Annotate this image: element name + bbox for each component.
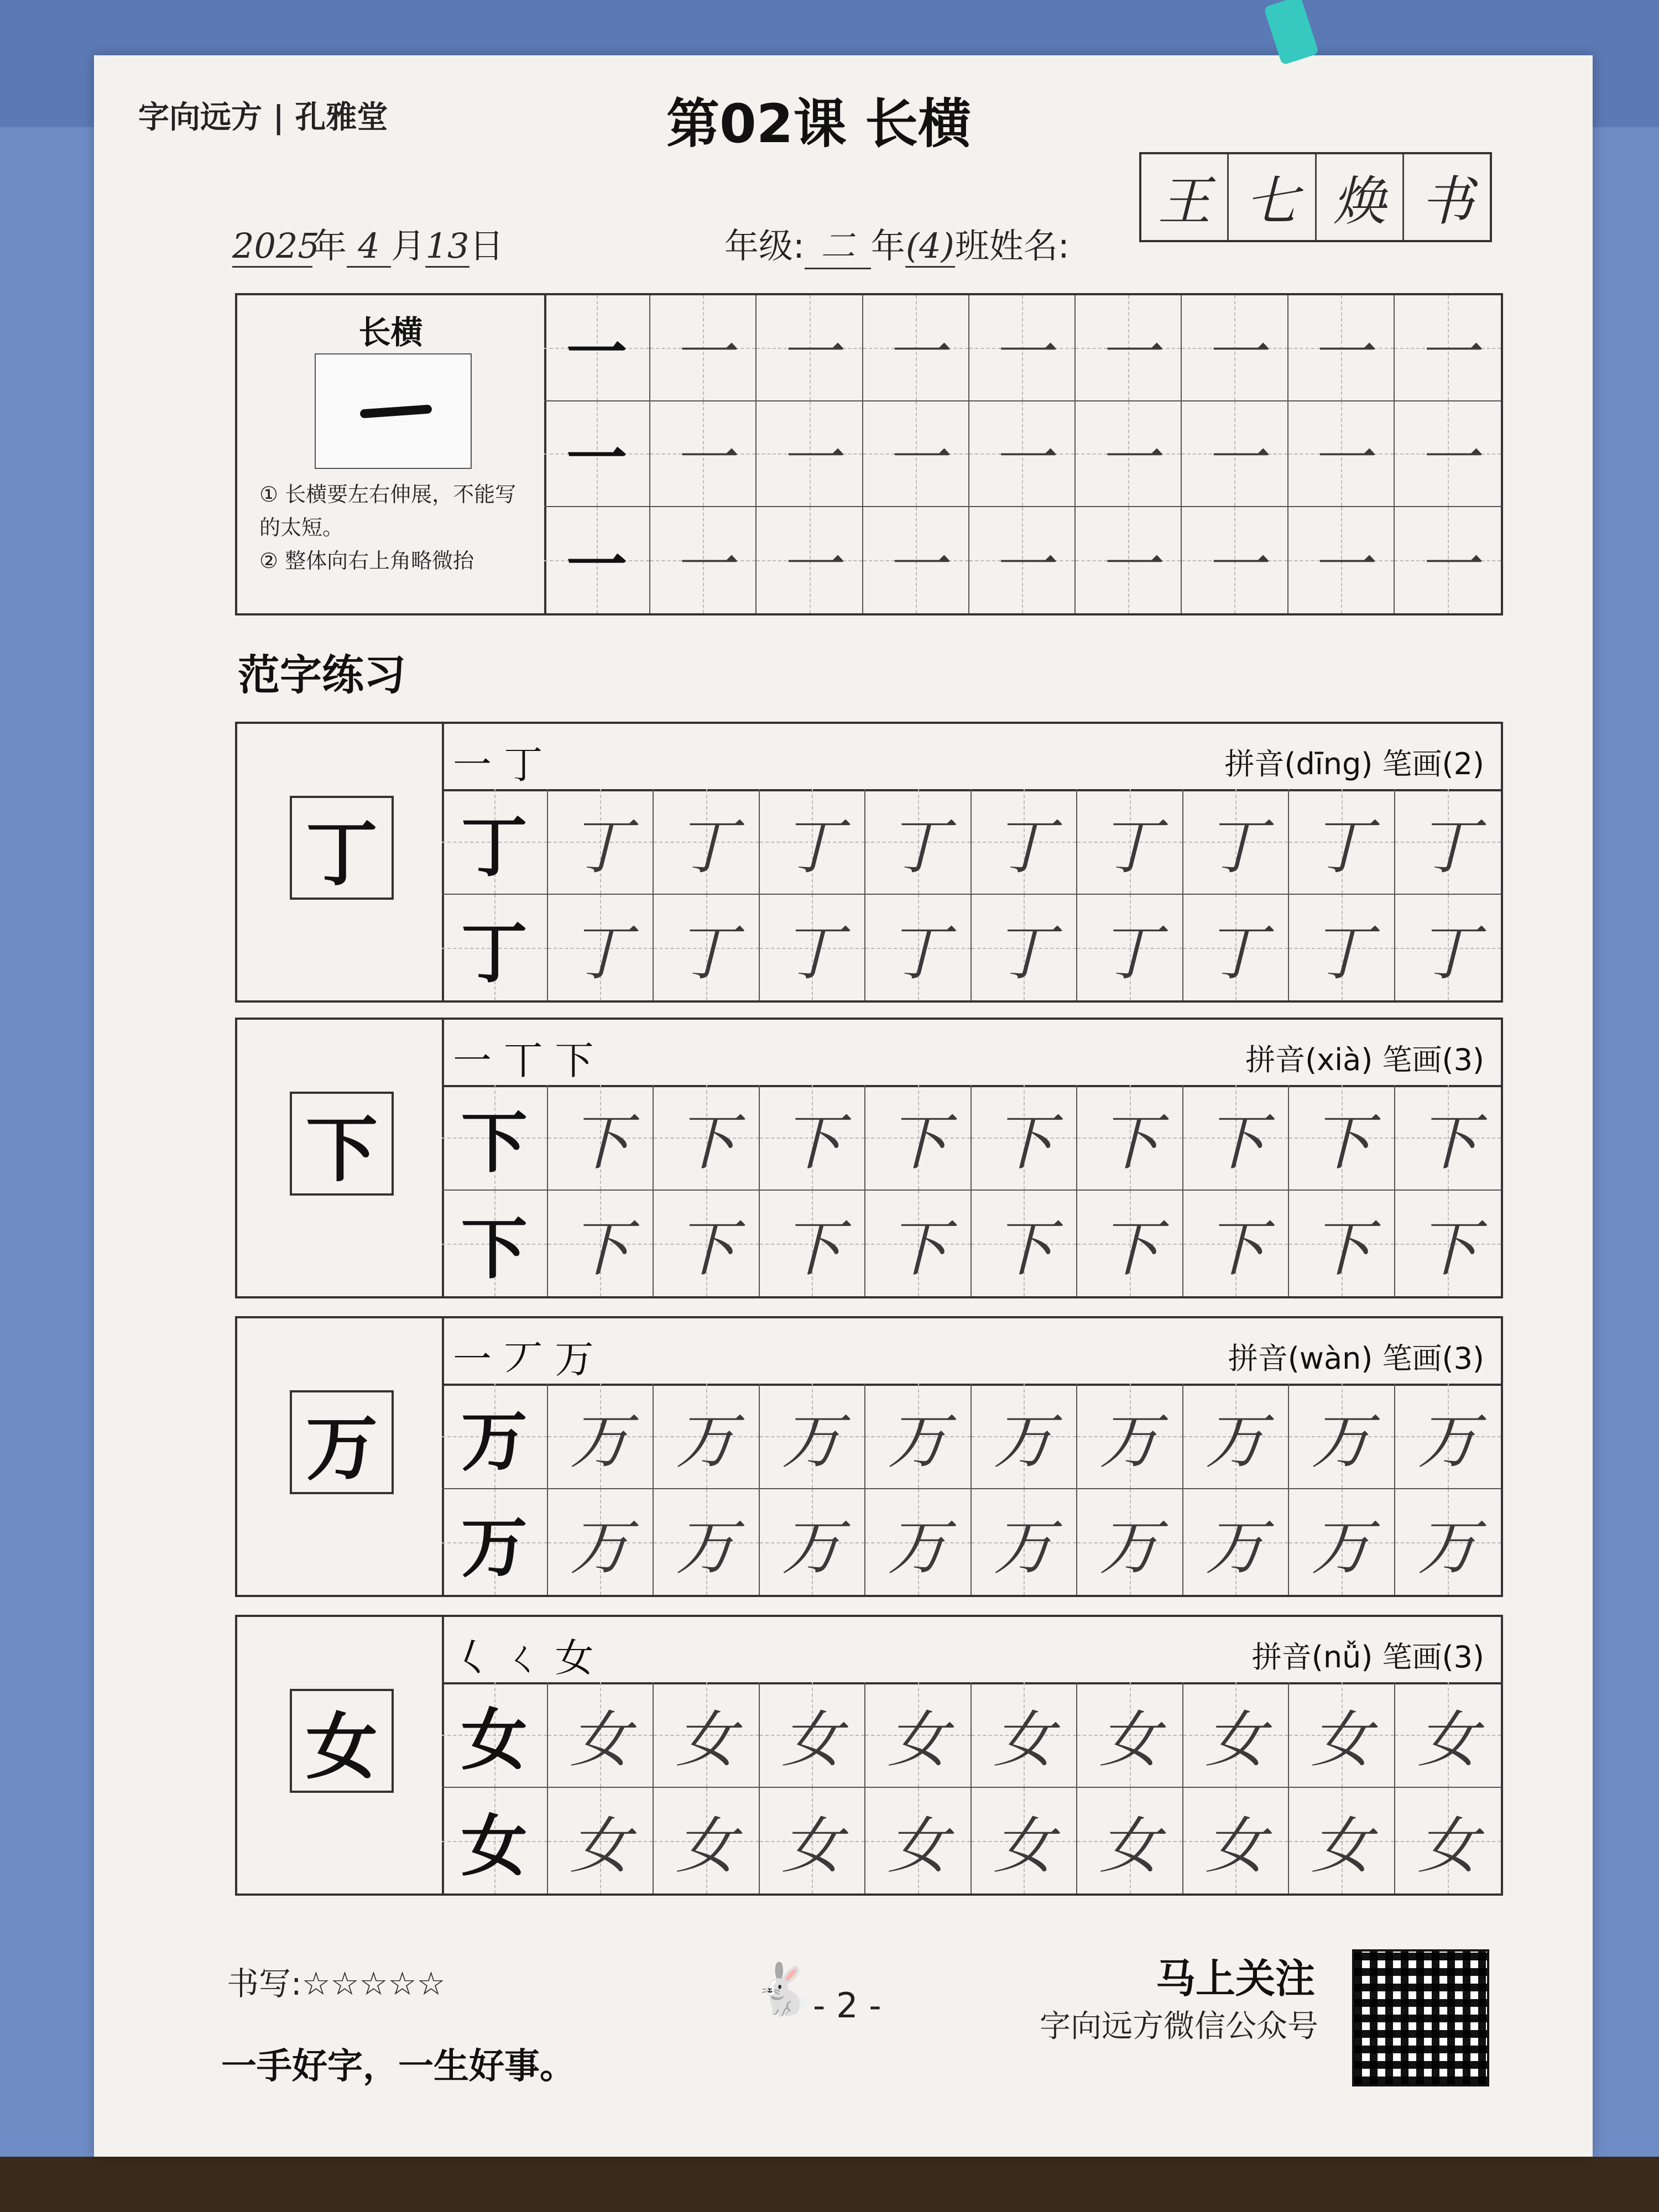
practice-cell: [1183, 1085, 1290, 1191]
stroke-practice-cell: [650, 507, 757, 613]
stroke-practice-cell: [1076, 295, 1182, 401]
handwritten-character: 下: [781, 1107, 843, 1178]
handwritten-character: 丁: [1205, 811, 1266, 882]
practice-cell: [1077, 895, 1183, 1000]
practice-cell: [865, 1085, 972, 1191]
stroke-practice-block: [235, 293, 1503, 615]
handwritten-character: 万: [1099, 1405, 1160, 1477]
grade-value: 二: [805, 218, 871, 269]
handwritten-character: 丁: [570, 917, 631, 988]
handwritten-character: 女: [1205, 1704, 1266, 1775]
model-character-small: 万: [461, 1508, 528, 1587]
handwritten-character: 万: [1205, 1405, 1266, 1477]
practice-cell: [1395, 1788, 1501, 1893]
name-char: 焕: [1317, 154, 1404, 240]
practice-cell: [760, 789, 866, 895]
stroke-handwritten: 一: [672, 530, 734, 601]
practice-cell: [442, 789, 548, 895]
stroke-order: 一 丆 万: [453, 1337, 594, 1382]
practice-cell: [548, 1384, 654, 1489]
handwritten-character: 丁: [1205, 917, 1266, 988]
handwritten-character: 万: [675, 1511, 737, 1583]
practice-cell: [442, 895, 548, 1000]
practice-cell: [548, 1489, 654, 1595]
stroke-handwritten: 一: [1098, 530, 1159, 601]
practice-cell: [1395, 789, 1501, 895]
writing-rating: [227, 1958, 446, 2004]
character-practice-grid: [442, 1682, 1501, 1893]
handwritten-character: 丁: [675, 917, 737, 988]
character-block: [235, 1018, 1503, 1298]
handwritten-character: 丁: [887, 917, 948, 988]
handwritten-character: 女: [1205, 1810, 1266, 1881]
stroke-handwritten: 一: [1204, 423, 1265, 494]
handwritten-character: 下: [1205, 1213, 1266, 1284]
stroke-handwritten: 一: [1417, 317, 1478, 388]
handwritten-character: 女: [570, 1810, 631, 1881]
stroke-handwritten: 一: [1098, 317, 1159, 388]
handwritten-character: 下: [1311, 1107, 1372, 1178]
stroke-practice-cell: [544, 295, 650, 401]
handwritten-character: 万: [1417, 1511, 1479, 1583]
practice-cell: [1395, 1682, 1501, 1788]
handwritten-character: 丁: [993, 811, 1055, 882]
stroke-model: 一: [566, 422, 628, 494]
model-character: 万: [290, 1390, 394, 1494]
handwritten-character: 万: [675, 1405, 737, 1477]
pinyin-stroke-count: 拼音(nǚ) 笔画(3): [1251, 1640, 1484, 1674]
practice-cell: [654, 789, 760, 895]
stroke-practice-cell: [1182, 401, 1288, 508]
section-title: 范字练习: [238, 650, 406, 700]
character-practice-grid: [442, 1085, 1501, 1296]
handwritten-character: 万: [887, 1511, 948, 1583]
practice-cell: [548, 1682, 654, 1788]
stroke-practice-cell: [757, 507, 863, 613]
name-char: 王: [1141, 154, 1229, 240]
stroke-practice-cell: [1288, 507, 1395, 613]
character-block: [235, 1615, 1503, 1896]
practice-cell: [548, 1788, 654, 1893]
handwritten-character: 万: [887, 1405, 948, 1477]
practice-cell: [548, 1085, 654, 1191]
practice-cell: [1395, 895, 1501, 1000]
stroke-practice-cell: [863, 401, 969, 508]
practice-cell: [972, 1788, 1078, 1893]
handwritten-character: 丁: [993, 917, 1055, 988]
stroke-order-row: [442, 1617, 1501, 1684]
practice-cell: [972, 1384, 1078, 1489]
practice-cell: [1289, 1788, 1395, 1893]
pinyin-stroke-count: 拼音(wàn) 笔画(3): [1228, 1341, 1484, 1376]
stroke-intro-panel: [237, 295, 546, 613]
handwritten-character: 下: [1417, 1107, 1479, 1178]
handwritten-character: 女: [1311, 1704, 1372, 1775]
practice-cell: [548, 895, 654, 1000]
model-character: 下: [290, 1092, 394, 1196]
year-label: 年: [312, 226, 347, 266]
date-day: 13: [425, 226, 469, 268]
practice-cell: [972, 895, 1078, 1000]
practice-cell: [865, 1788, 972, 1893]
handwritten-character: 女: [781, 1810, 843, 1881]
rating-stars: ☆☆☆☆☆: [301, 1965, 446, 2002]
background-left: [0, 127, 94, 2212]
rabbit-icon: 🐇: [752, 1960, 815, 2018]
handwritten-character: 女: [887, 1810, 948, 1881]
practice-cell: [548, 1191, 654, 1296]
practice-cell: [442, 1788, 548, 1893]
stroke-order: 一 丁: [453, 742, 543, 787]
handwritten-character: 万: [993, 1511, 1055, 1583]
handwritten-character: 丁: [1417, 811, 1479, 882]
model-character-small: 下: [461, 1209, 528, 1288]
practice-cell: [442, 1384, 548, 1489]
practice-cell: [972, 789, 1078, 895]
character-practice-grid: [442, 1384, 1501, 1595]
practice-cell: [1183, 1384, 1290, 1489]
practice-cell: [972, 1191, 1078, 1296]
model-character-small: 万: [461, 1402, 528, 1480]
practice-cell: [1077, 789, 1183, 895]
character-practice-grid: [442, 789, 1501, 1000]
stroke-practice-cell: [757, 401, 863, 508]
stroke-model: 一: [566, 316, 628, 388]
character-model-panel: [237, 1318, 444, 1595]
character-model-panel: [237, 724, 444, 1000]
handwritten-character: 万: [570, 1511, 631, 1583]
practice-cell: [865, 1682, 972, 1788]
practice-cell: [1183, 1682, 1290, 1788]
stroke-practice-cell: [544, 401, 650, 508]
month-label: 月: [391, 226, 426, 266]
practice-cell: [1077, 1489, 1183, 1595]
handwritten-character: 万: [1417, 1405, 1479, 1477]
practice-cell: [654, 1682, 760, 1788]
handwritten-character: 女: [781, 1704, 843, 1775]
practice-cell: [548, 789, 654, 895]
stroke-handwritten: 一: [779, 423, 840, 494]
day-label: 日: [469, 226, 504, 266]
handwritten-character: 万: [781, 1405, 843, 1477]
handwritten-character: 女: [1311, 1810, 1372, 1881]
model-character-small: 下: [461, 1103, 528, 1182]
character-block: [235, 1316, 1503, 1597]
model-character-small: 女: [461, 1700, 528, 1779]
practice-cell: [1183, 1191, 1290, 1296]
handwritten-character: 女: [1099, 1810, 1160, 1881]
practice-cell: [865, 895, 972, 1000]
practice-cell: [865, 1191, 972, 1296]
handwritten-character: 万: [1099, 1511, 1160, 1583]
stroke-practice-cell: [1076, 507, 1182, 613]
stroke-handwritten: 一: [885, 423, 946, 494]
practice-cell: [654, 895, 760, 1000]
class-value: (4): [905, 226, 955, 268]
practice-cell: [1289, 1489, 1395, 1595]
handwritten-character: 下: [993, 1213, 1055, 1284]
handwritten-character: 丁: [887, 811, 948, 882]
stroke-practice-cell: [1288, 295, 1395, 401]
model-character-small: 丁: [461, 914, 528, 992]
handwritten-character: 丁: [781, 917, 843, 988]
handwritten-character: 女: [887, 1704, 948, 1775]
handwritten-character: 万: [993, 1405, 1055, 1477]
stroke-handwritten: 一: [991, 530, 1052, 601]
stroke-handwritten: 一: [1310, 530, 1371, 601]
handwritten-character: 下: [570, 1107, 631, 1178]
practice-cell: [1077, 1788, 1183, 1893]
slogan: 一手好字，一生好事。: [221, 2046, 575, 2087]
practice-cell: [1183, 789, 1290, 895]
practice-cell: [654, 1191, 760, 1296]
name-char: 书: [1420, 170, 1474, 232]
character-block: [235, 722, 1503, 1003]
handwritten-character: 女: [1099, 1704, 1160, 1775]
name-label: 姓名:: [989, 226, 1070, 266]
stroke-order: 𡿨 ㄑ 女: [453, 1635, 594, 1681]
handwritten-character: 女: [1417, 1704, 1479, 1775]
practice-cell: [1077, 1682, 1183, 1788]
stroke-handwritten: 一: [672, 423, 734, 494]
handwritten-character: 下: [570, 1213, 631, 1284]
handwritten-character: 下: [1205, 1107, 1266, 1178]
stroke-handwritten: 一: [1417, 423, 1478, 494]
stroke-example-mark: [360, 404, 432, 418]
stroke-handwritten: 一: [1310, 423, 1371, 494]
stroke-handwritten: 一: [1417, 530, 1478, 601]
stroke-handwritten: 一: [991, 317, 1052, 388]
background-right: [1593, 127, 1659, 2212]
handwritten-character: 女: [993, 1810, 1055, 1881]
practice-cell: [865, 789, 972, 895]
practice-cell: [1289, 895, 1395, 1000]
practice-cell: [654, 1384, 760, 1489]
practice-cell: [654, 1489, 760, 1595]
handwritten-character: 丁: [1417, 917, 1479, 988]
practice-cell: [442, 1682, 548, 1788]
date-year: 2025: [232, 226, 312, 268]
handwritten-character: 万: [1311, 1405, 1372, 1477]
stroke-title: 长横: [358, 314, 423, 351]
practice-cell: [1289, 1682, 1395, 1788]
stroke-handwritten: 一: [779, 530, 840, 601]
handwritten-character: 女: [993, 1704, 1055, 1775]
practice-cell: [442, 1489, 548, 1595]
stroke-handwritten: 一: [779, 317, 840, 388]
practice-cell: [1077, 1384, 1183, 1489]
handwritten-character: 丁: [781, 811, 843, 882]
practice-cell: [1395, 1191, 1501, 1296]
practice-cell: [654, 1085, 760, 1191]
handwritten-character: 丁: [1099, 811, 1160, 882]
handwritten-character: 万: [781, 1511, 843, 1583]
student-name-box: [1139, 152, 1492, 242]
handwritten-character: 丁: [570, 811, 631, 882]
handwritten-character: 万: [570, 1405, 631, 1477]
stroke-handwritten: 一: [1204, 530, 1265, 601]
practice-cell: [972, 1489, 1078, 1595]
name-char: 七: [1229, 154, 1316, 240]
stroke-handwritten: 一: [1098, 423, 1159, 494]
model-character: 丁: [290, 796, 394, 900]
practice-cell: [1183, 1489, 1290, 1595]
stroke-handwritten: 一: [1204, 317, 1265, 388]
stroke-practice-cell: [544, 507, 650, 613]
handwritten-character: 女: [675, 1810, 737, 1881]
practice-cell: [1289, 789, 1395, 895]
stroke-practice-cell: [969, 401, 1076, 508]
stroke-practice-grid: [544, 295, 1501, 613]
handwritten-character: 下: [1099, 1107, 1160, 1178]
pinyin-stroke-count: 拼音(xià) 笔画(3): [1245, 1042, 1484, 1077]
brand-logo: 字向远方 | 孔雅堂: [138, 99, 388, 135]
date-month: 4: [347, 226, 391, 268]
model-character-small: 丁: [461, 807, 528, 886]
stroke-practice-cell: [863, 507, 969, 613]
practice-cell: [1289, 1085, 1395, 1191]
practice-cell: [442, 1085, 548, 1191]
stroke-order-row: [442, 724, 1501, 791]
handwritten-character: 下: [1099, 1213, 1160, 1284]
handwritten-character: 丁: [1099, 917, 1160, 988]
stroke-practice-cell: [1395, 295, 1501, 401]
page-number: - 2 -: [813, 1985, 881, 2026]
stroke-handwritten: 一: [885, 317, 946, 388]
class-suffix: 班: [954, 226, 989, 266]
practice-cell: [1183, 1788, 1290, 1893]
handwritten-character: 下: [887, 1213, 948, 1284]
rating-label: 书写:: [227, 1965, 302, 2002]
handwritten-character: 女: [1417, 1810, 1479, 1881]
stroke-handwritten: 一: [991, 423, 1052, 494]
practice-cell: [760, 1085, 866, 1191]
date-line: [232, 218, 504, 268]
handwritten-character: 下: [887, 1107, 948, 1178]
stroke-practice-cell: [650, 401, 757, 508]
stroke-order: 一 丅 下: [453, 1038, 594, 1083]
handwritten-character: 下: [1311, 1213, 1372, 1284]
practice-cell: [1395, 1384, 1501, 1489]
grade-label: 年级:: [724, 226, 805, 266]
stroke-practice-cell: [863, 295, 969, 401]
stroke-practice-cell: [1076, 401, 1182, 508]
practice-cell: [1077, 1085, 1183, 1191]
practice-cell: [760, 1489, 866, 1595]
handwritten-character: 下: [675, 1107, 737, 1178]
practice-cell: [1183, 895, 1290, 1000]
stroke-practice-cell: [757, 295, 863, 401]
practice-cell: [865, 1489, 972, 1595]
character-model-panel: [237, 1020, 444, 1296]
model-character: 女: [290, 1689, 394, 1793]
practice-cell: [1289, 1384, 1395, 1489]
practice-cell: [760, 895, 866, 1000]
character-model-panel: [237, 1617, 444, 1893]
stroke-practice-cell: [969, 295, 1076, 401]
handwritten-character: 下: [675, 1213, 737, 1284]
handwritten-character: 女: [675, 1704, 737, 1775]
stroke-practice-cell: [650, 295, 757, 401]
model-character-small: 女: [461, 1807, 528, 1885]
stroke-tip-2: ② 整体向右上角略微抬: [259, 549, 474, 573]
stroke-practice-cell: [1395, 507, 1501, 613]
practice-cell: [654, 1788, 760, 1893]
handwritten-character: 丁: [1311, 811, 1372, 882]
stroke-practice-cell: [969, 507, 1076, 613]
handwritten-character: 丁: [675, 811, 737, 882]
practice-cell: [760, 1191, 866, 1296]
stroke-practice-cell: [1182, 295, 1288, 401]
wechat-label: 字向远方微信公众号: [1040, 2008, 1318, 2044]
handwritten-character: 女: [570, 1704, 631, 1775]
practice-cell: [972, 1682, 1078, 1788]
lesson-title: 第02课 长横: [666, 93, 972, 155]
stroke-handwritten: 一: [885, 530, 946, 601]
handwritten-character: 万: [1205, 1511, 1266, 1583]
practice-cell: [760, 1682, 866, 1788]
practice-cell: [760, 1788, 866, 1893]
qr-code-icon[interactable]: [1352, 1949, 1489, 2086]
stroke-practice-cell: [1288, 401, 1395, 508]
pinyin-stroke-count: 拼音(dīng) 笔画(2): [1224, 747, 1484, 781]
stroke-handwritten: 一: [1310, 317, 1371, 388]
background-table: [0, 2157, 1659, 2212]
practice-cell: [442, 1191, 548, 1296]
stroke-order-row: [442, 1318, 1501, 1386]
stroke-tip-1: ① 长横要左右伸展，不能写的太短。: [259, 482, 517, 540]
practice-cell: [1395, 1489, 1501, 1595]
stroke-handwritten: 一: [672, 317, 734, 388]
practice-cell: [865, 1384, 972, 1489]
paper-clip: [1264, 0, 1319, 65]
practice-cell: [972, 1085, 1078, 1191]
practice-cell: [1077, 1191, 1183, 1296]
handwritten-character: 万: [1311, 1511, 1372, 1583]
grade-line: [724, 218, 1070, 269]
practice-cell: [1289, 1191, 1395, 1296]
stroke-practice-cell: [1182, 507, 1288, 613]
handwritten-character: 下: [781, 1213, 843, 1284]
handwritten-character: 丁: [1311, 917, 1372, 988]
practice-cell: [760, 1384, 866, 1489]
grade-suffix: 年: [870, 226, 905, 266]
handwritten-character: 下: [1417, 1213, 1479, 1284]
practice-cell: [1395, 1085, 1501, 1191]
stroke-order-row: [442, 1020, 1501, 1087]
stroke-practice-cell: [1395, 401, 1501, 508]
handwritten-character: 下: [993, 1107, 1055, 1178]
follow-title: 马上关注: [1156, 1955, 1316, 2002]
stroke-model: 一: [566, 529, 628, 601]
stroke-diagram: [315, 353, 472, 469]
